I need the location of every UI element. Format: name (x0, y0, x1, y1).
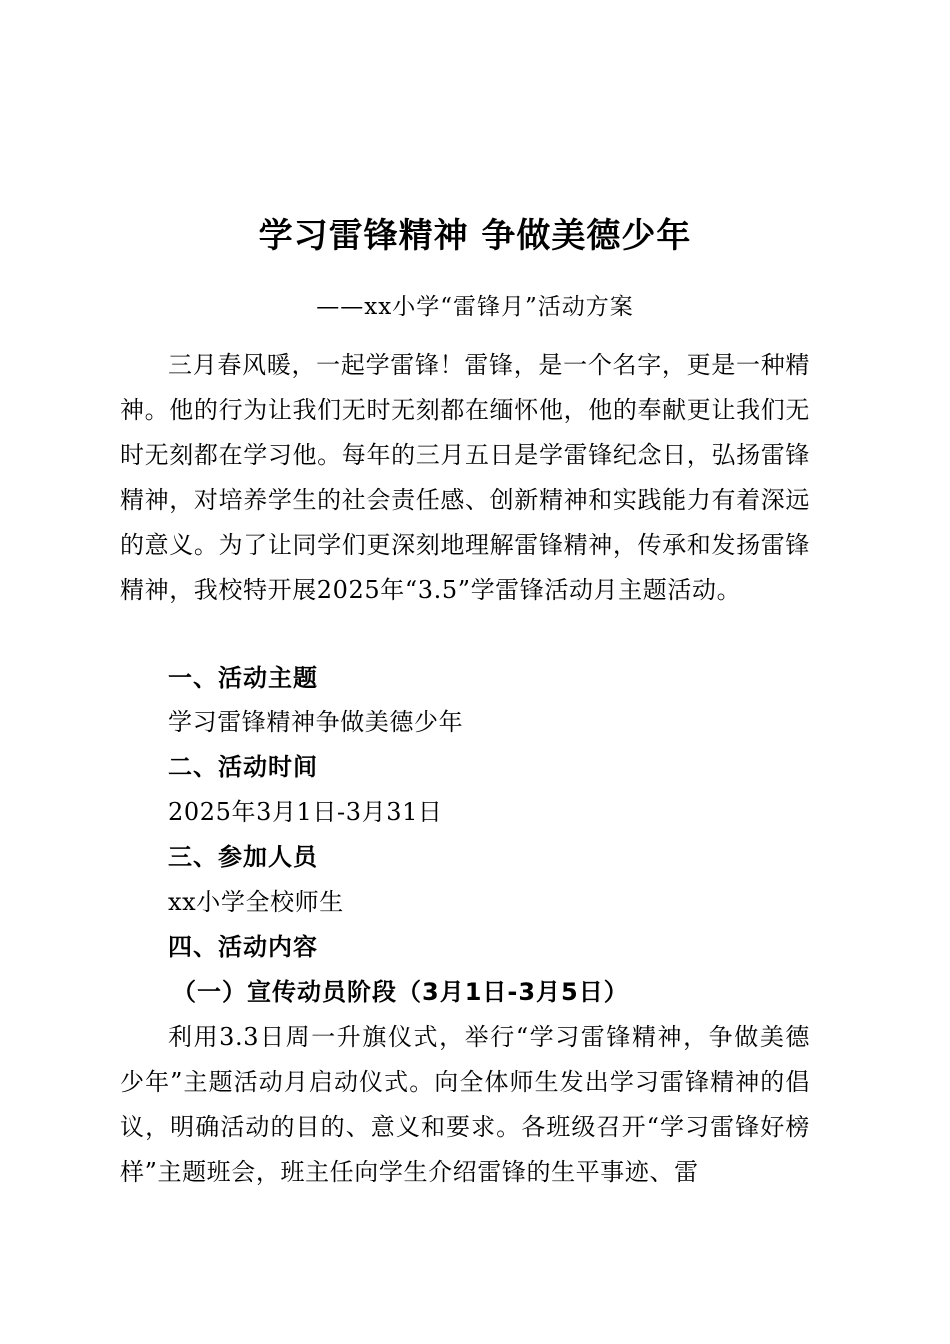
section-text-theme: 学习雷锋精神争做美德少年 (168, 708, 464, 736)
section-heading-content: 四、活动内容 (168, 933, 318, 961)
stage-heading: （一）宣传动员阶段（3月1日-3月5日） (172, 978, 629, 1006)
section-heading-participants: 三、参加人员 (168, 843, 318, 871)
document-title: 学习雷锋精神 争做美德少年 (258, 216, 692, 256)
section-text-participants: xx小学全校师生 (168, 888, 344, 916)
document-subtitle: ——xx小学“雷锋月”活动方案 (316, 294, 634, 320)
stage-paragraph: 利用3.3日周一升旗仪式，举行“学习雷锋精神，争做美德少年”主题活动月启动仪式。向全体师生发出学习雷锋精神的倡议，明确活动的目的、意义和要求。各班级召开“学习雷锋好榜样”主题班会，班主任向学生介绍雷锋的生平事迹、雷 (120, 1023, 810, 1186)
intro-paragraph: 三月春风暖，一起学雷锋！雷锋，是一个名字，更是一种精神。他的行为让我们无时无刻都在缅怀他，他的奉献更让我们无时无刻都在学习他。每年的三月五日是学雷锋纪念日，弘扬雷锋精神，对培养学生的社会责任感、创新精神和实践能力有着深远的意义。为了让同学们更深刻地理解雷锋精神，传承和发扬雷锋精神，我校特开展2025年“3.5”学雷锋活动月主题活动。 (120, 351, 810, 604)
section-text-time: 2025年3月1日-3月31日 (168, 798, 443, 826)
section-heading-theme: 一、活动主题 (168, 664, 318, 692)
section-heading-time: 二、活动时间 (168, 753, 318, 781)
